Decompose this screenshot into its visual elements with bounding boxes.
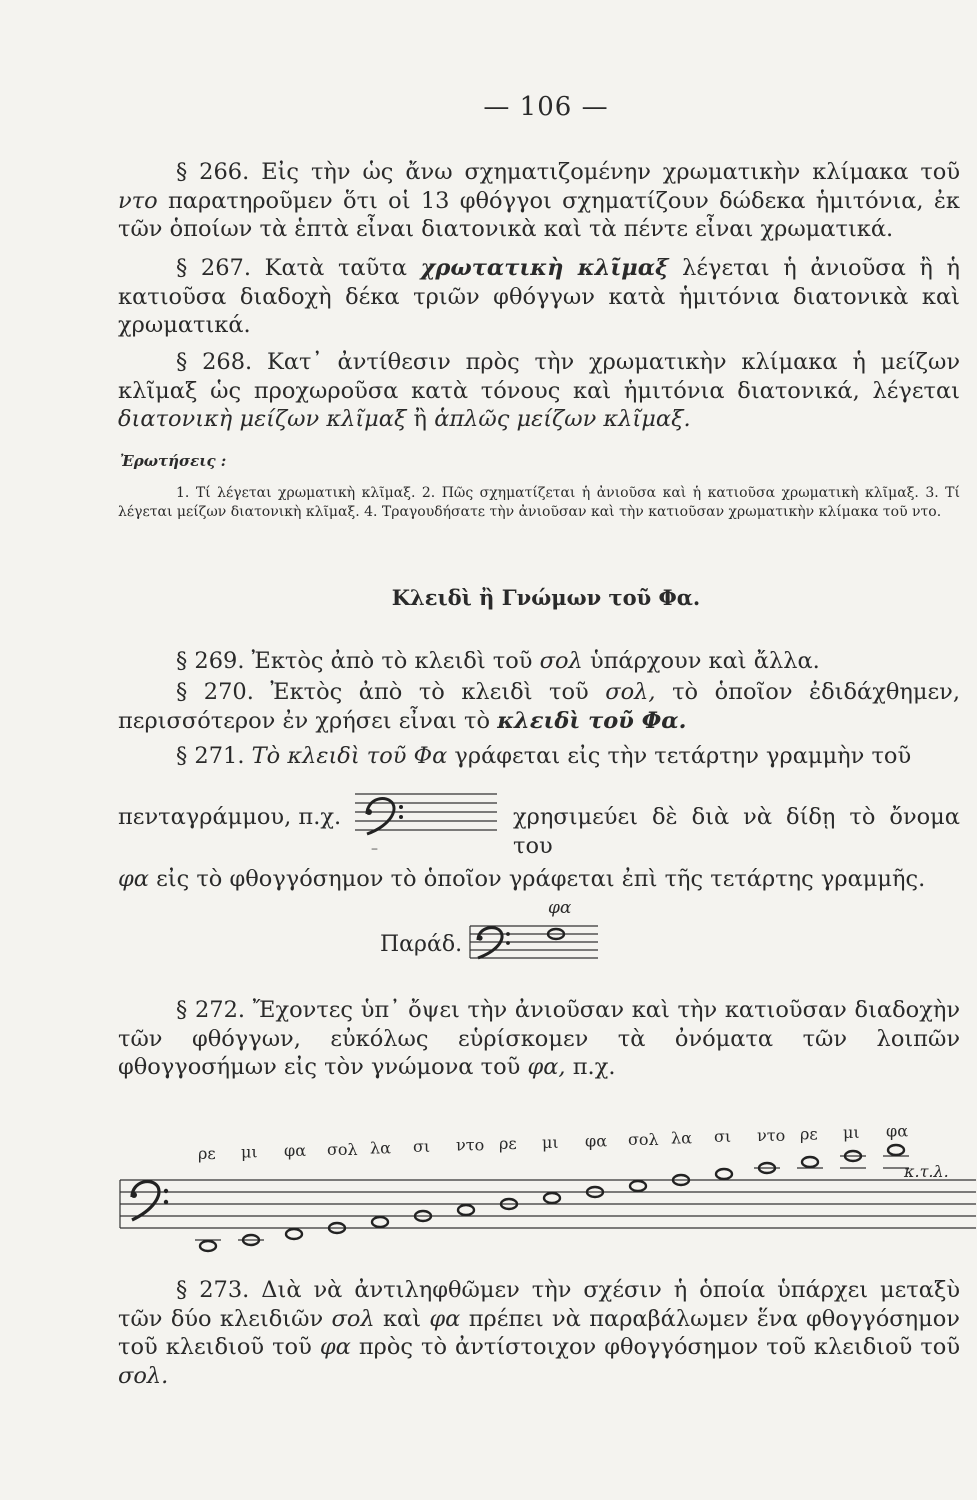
- scale-note-label: ρε: [800, 1124, 818, 1144]
- paragraph-271: [118, 742, 960, 771]
- bold-term: χρωτατικὴ κλῖμαξ: [420, 255, 669, 281]
- bass-clef-icon: [366, 799, 403, 834]
- paragraph-271-left: πενταγράμμου, π.χ.: [118, 804, 342, 830]
- scale-note-label: ρε: [198, 1144, 216, 1163]
- italic-term: σολ: [331, 1305, 375, 1332]
- italic-term: φα,: [527, 1054, 566, 1081]
- italic-term: Τὸ κλειδὶ τοῦ Φα: [251, 743, 448, 769]
- paragraph-text: πρέπει νὰ παραβάλωμεν ἕνα φθογγόσημον τοῦ κλειδιοῦ τοῦ: [118, 1305, 960, 1361]
- scale-note-label: σολ: [628, 1130, 659, 1149]
- page-number: — 106 —: [483, 92, 609, 122]
- questions-text: 1. Τί λέγεται χρωματικὴ κλῖμαξ. 2. Πῶς σχηματίζεται ἡ ἀνιοῦσα καὶ ἡ κατιοῦσα χρωματικὴ κλῖμαξ. 3. Τί λέγεται μείζων διατονικὴ κλῖμαξ. 4. Τραγουδήσατε τὴν ἀνιοῦσαν καὶ τὴν κατιοῦσαν χρωματικὴν κλίμακα τοῦ ντο.: [118, 485, 960, 520]
- questions-label: Ἐρωτήσεις :: [120, 452, 227, 470]
- paragraph-text: γράφεται εἰς τὴν τετάρτην γραμμὴν τοῦ: [454, 743, 912, 769]
- paragraph-270: [118, 678, 960, 735]
- italic-term: φα: [118, 866, 149, 892]
- scale-note: [544, 1193, 560, 1203]
- paragraph-text: εἰς τὸ φθογγόσημον τὸ ὁποῖον γράφεται ἐπὶ τῆς τετάρτης γραμμῆς.: [156, 866, 926, 892]
- paragraph-text: Κατ᾿ ἀντίθεσιν πρὸς τὴν χρωματικὴν κλίμακα ἡ μείζων κλῖμαξ ὡς προχωροῦσα κατὰ τόνους καὶ ἡμιτόνια διατονικά, λέγεται: [118, 349, 961, 404]
- section-number: § 267.: [176, 255, 251, 281]
- paragraph-text: παρατηροῦμεν ὅτι οἱ 13 φθόγγοι σχηματίζουν δώδεκα ἡμιτόνια, ἐκ τῶν ὁποίων τὰ ἑπτὰ εἶναι διατονικὰ καὶ τὰ πέντε εἶναι χρωματικά.: [118, 187, 960, 243]
- bass-clef-icon: [131, 1182, 168, 1220]
- paragraph-text: π.χ.: [572, 1054, 616, 1081]
- section-heading: Κλειδὶ ἢ Γνώμων τοῦ Φα.: [391, 585, 701, 610]
- scale-note-label: σι: [413, 1137, 431, 1156]
- scale-note-label: σι: [714, 1127, 732, 1147]
- section-number: § 268.: [176, 349, 253, 375]
- paragraph-text: καὶ: [382, 1305, 422, 1332]
- scale-note: [372, 1217, 388, 1227]
- scale-note-label: μι: [241, 1142, 258, 1162]
- paragraph-273: [118, 1276, 960, 1390]
- section-number: § 273.: [176, 1277, 250, 1303]
- scale-note: [888, 1145, 904, 1155]
- paragraph-text: πρὸς τὸ ἀντίστοιχον φθογγόσημον τοῦ κλειδιοῦ τοῦ: [358, 1334, 960, 1361]
- bold-term: κλειδὶ τοῦ Φα.: [497, 707, 687, 734]
- paragraph-267: [118, 254, 960, 340]
- paragraph-text: Ἐκτὸς ἀπὸ τὸ κλειδὶ τοῦ: [270, 679, 589, 705]
- scale-note-label: φα: [585, 1131, 608, 1151]
- scale-note-label: λα: [671, 1128, 692, 1148]
- paragraph-text: Ἐκτὸς ἀπὸ τὸ κλειδὶ τοῦ: [251, 648, 533, 674]
- section-number: § 266.: [176, 159, 250, 185]
- scale-note-label: φα: [886, 1121, 909, 1141]
- scale-note-label: ντο: [456, 1135, 485, 1155]
- paragraph-text: Κατὰ ταῦτα: [264, 255, 407, 281]
- scale-note-label: μι: [542, 1132, 559, 1152]
- example-staff: [470, 918, 602, 978]
- paragraph-271-cont: [118, 865, 960, 894]
- italic-term: διατονικὴ μείζων κλῖμαξ: [118, 406, 407, 433]
- etc-label: κ.τ.λ.: [904, 1162, 949, 1181]
- italic-term: φα: [319, 1334, 351, 1361]
- f-clef-scale-example: [118, 1115, 977, 1255]
- italic-term: ἁπλῶς μείζων κλῖμαξ.: [434, 406, 691, 433]
- scale-note: [200, 1241, 216, 1251]
- f-clef-staff-example: [355, 788, 500, 858]
- scale-note-label: λα: [370, 1138, 391, 1158]
- paragraph-266: [118, 158, 960, 244]
- paragraph-text: ὑπάρχουν καὶ ἄλλα.: [589, 648, 820, 674]
- scale-note: [630, 1181, 646, 1191]
- svg-text:–: –: [371, 841, 378, 857]
- italic-term: σολ.: [118, 1362, 169, 1389]
- paragraph-text: Διὰ νὰ ἀντιληφθῶμεν τὴν σχέσιν ἡ ὁποία ὑπάρχει μεταξὺ τῶν δύο κλειδιῶν: [118, 1277, 961, 1332]
- section-number: § 272.: [176, 997, 246, 1023]
- italic-term: ντο: [118, 187, 158, 214]
- section-number: § 270.: [176, 679, 254, 705]
- scale-note-label: μι: [843, 1123, 860, 1142]
- scale-note: [458, 1205, 474, 1215]
- italic-term: φα: [429, 1305, 461, 1332]
- paragraph-text: ἢ: [413, 406, 428, 433]
- scale-note-label: σολ: [327, 1139, 358, 1159]
- section-number: § 271.: [176, 743, 245, 769]
- paragraph-text: Εἰς τὴν ὡς ἄνω σχηματιζομένην χρωματικὴν κλίμακα τοῦ: [261, 159, 961, 185]
- scale-note-label: ρε: [499, 1134, 517, 1154]
- scale-note-label: ντο: [757, 1125, 786, 1145]
- paragraph-271-right: χρησιμεύει δὲ διὰ νὰ δίδῃ τὸ ὄνομα του: [513, 804, 960, 859]
- section-number: § 269.: [176, 648, 245, 674]
- scale-note: [802, 1157, 818, 1167]
- example-label: Παράδ.: [380, 932, 463, 957]
- scale-note-label: φα: [284, 1141, 307, 1161]
- example-note-label: φα: [548, 898, 572, 918]
- paragraph-text: Ἔχοντες ὑπ᾿ ὄψει τὴν ἀνιοῦσαν καὶ τὴν κατιοῦσαν διαδοχὴν τῶν φθόγγων, εὐκόλως εὑρίσκομεν τὰ ὀνόματα τῶν λοιπῶν φθογγοσήμων εἰς τὸν γνώμονα τοῦ: [118, 997, 960, 1081]
- scale-note: [716, 1169, 732, 1179]
- paragraph-269: [118, 647, 960, 676]
- paragraph-268: [118, 348, 960, 434]
- paragraph-text: τὸ ὁποῖον ἐδιδάχθημεν, περισσότερον ἐν χρήσει εἶναι τὸ: [118, 679, 961, 734]
- scale-note: [286, 1229, 302, 1239]
- italic-term: σολ: [539, 648, 583, 674]
- paragraph-text: λέγεται ἡ ἀνιοῦσα ἢ ἡ κατιοῦσα διαδοχὴ δέκα τριῶν φθόγγων κατὰ ἡμιτόνια διατονικὰ καὶ χρωματικά.: [118, 255, 961, 339]
- bass-clef-icon: [477, 928, 510, 958]
- paragraph-272: [118, 996, 960, 1082]
- italic-term: σολ,: [605, 679, 656, 705]
